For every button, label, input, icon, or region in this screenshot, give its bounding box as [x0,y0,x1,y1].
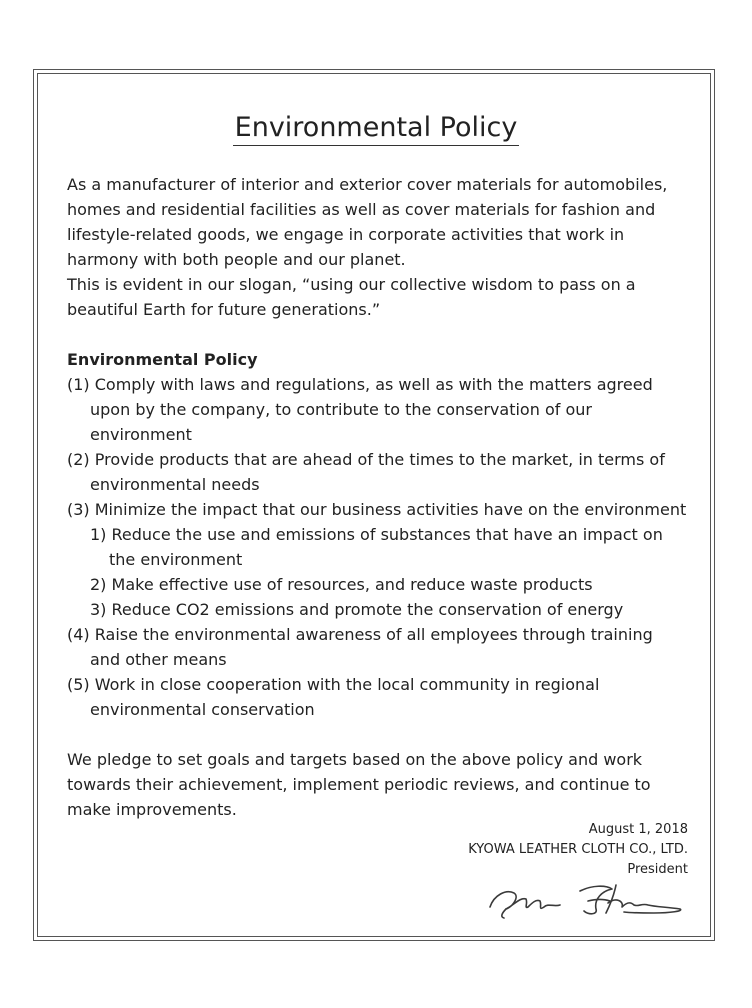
policy-item-2: (2) Provide products that are ahead of the times to the market, in terms of environmental needs [67,450,665,494]
spacer [67,322,687,347]
signatory-position: President [627,862,688,877]
signature-date: August 1, 2018 [588,822,688,837]
policy-subitem-2: 2) Make effective use of resources, and reduce waste products [90,575,593,594]
page-title-text: Environmental Policy [233,111,520,146]
policy-item-5: (5) Work in close cooperation with the local community in regional environmental conservation [67,675,600,719]
policy-heading: Environmental Policy [67,350,258,369]
policy-item-3: (3) Minimize the impact that our business activities have on the environment [67,500,687,519]
handwritten-signature [484,877,690,921]
policy-body [67,172,687,822]
policy-item-4: (4) Raise the environmental awareness of all employees through training and other means [67,625,653,669]
pledge-paragraph: We pledge to set goals and targets based on the above policy and work towards their achievement, implement periodic reviews, and continue to make improvements. [67,750,651,819]
signature-block [468,820,688,880]
company-name: KYOWA LEATHER CLOTH CO., LTD. [468,842,688,857]
intro-paragraph-2: This is evident in our slogan, “using our collective wisdom to pass on a beautiful Earth for future generations.” [67,275,636,319]
page-title [0,108,752,148]
policy-subitem-1: 1) Reduce the use and emissions of substances that have an impact on the environment [90,525,663,569]
intro-paragraph-1: As a manufacturer of interior and exterior cover materials for automobiles, homes and residential facilities as well as cover materials for fashion and lifestyle-related goods, we engage in corporate activities that work in harmony with both people and our planet. [67,175,668,269]
policy-item-1: (1) Comply with laws and regulations, as well as with the matters agreed upon by the company, to contribute to the conservation of our environment [67,375,653,444]
policy-subitem-3: 3) Reduce CO2 emissions and promote the conservation of energy [90,600,624,619]
spacer [67,722,687,747]
